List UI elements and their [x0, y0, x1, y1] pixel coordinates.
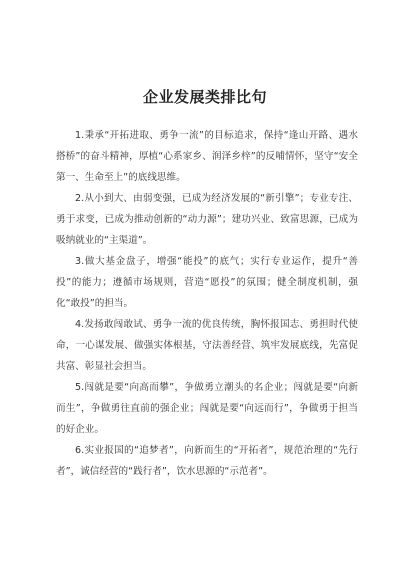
document-body: [56, 125, 358, 482]
paragraph-5: 5.闯就是要“向高而攀”，争做勇立潮头的名企业；闯就是要“向新而生”，争做勇往直前的强企业；闯就是要“向远而行”，争做勇于担当的好企业。: [56, 382, 358, 435]
paragraph-4: 4.发扬敢闯敢试、勇争一流的优良传统，胸怀报国志、勇担时代使命，一心谋发展、做强实体根基，守法善经营、筑牢发展底线，先富促共富、彰显社会担当。: [56, 319, 358, 372]
document-title: 企业发展类排比句: [142, 88, 267, 106]
paragraph-3: 3.做大基金盘子，增强“能投”的底气；实行专业运作，提升“善投”的能力；遵循市场规则，营造“愿投”的氛围；健全制度机制，强化“敢投”的担当。: [56, 256, 358, 309]
paragraph-6: 6.实业报国的“追梦者”，向新而生的“开拓者”，规范治理的“先行者”，诚信经营的“践行者”，饮水思源的“示范者”。: [56, 445, 358, 477]
paragraph-1: 1.秉承“开拓进取、勇争一流”的目标追求，保持“逢山开路、遇水搭桥”的奋斗精神，厚植“心系家乡、润泽乡梓”的反哺情怀，坚守“安全第一、生命至上”的底线思维。: [56, 130, 358, 183]
paragraph-2: 2.从小到大、由弱变强，已成为经济发展的“新引擎”；专业专注、勇于求变，已成为推动创新的“动力源”；建功兴业、致富思源，已成为吸纳就业的“主渠道”。: [56, 193, 358, 246]
